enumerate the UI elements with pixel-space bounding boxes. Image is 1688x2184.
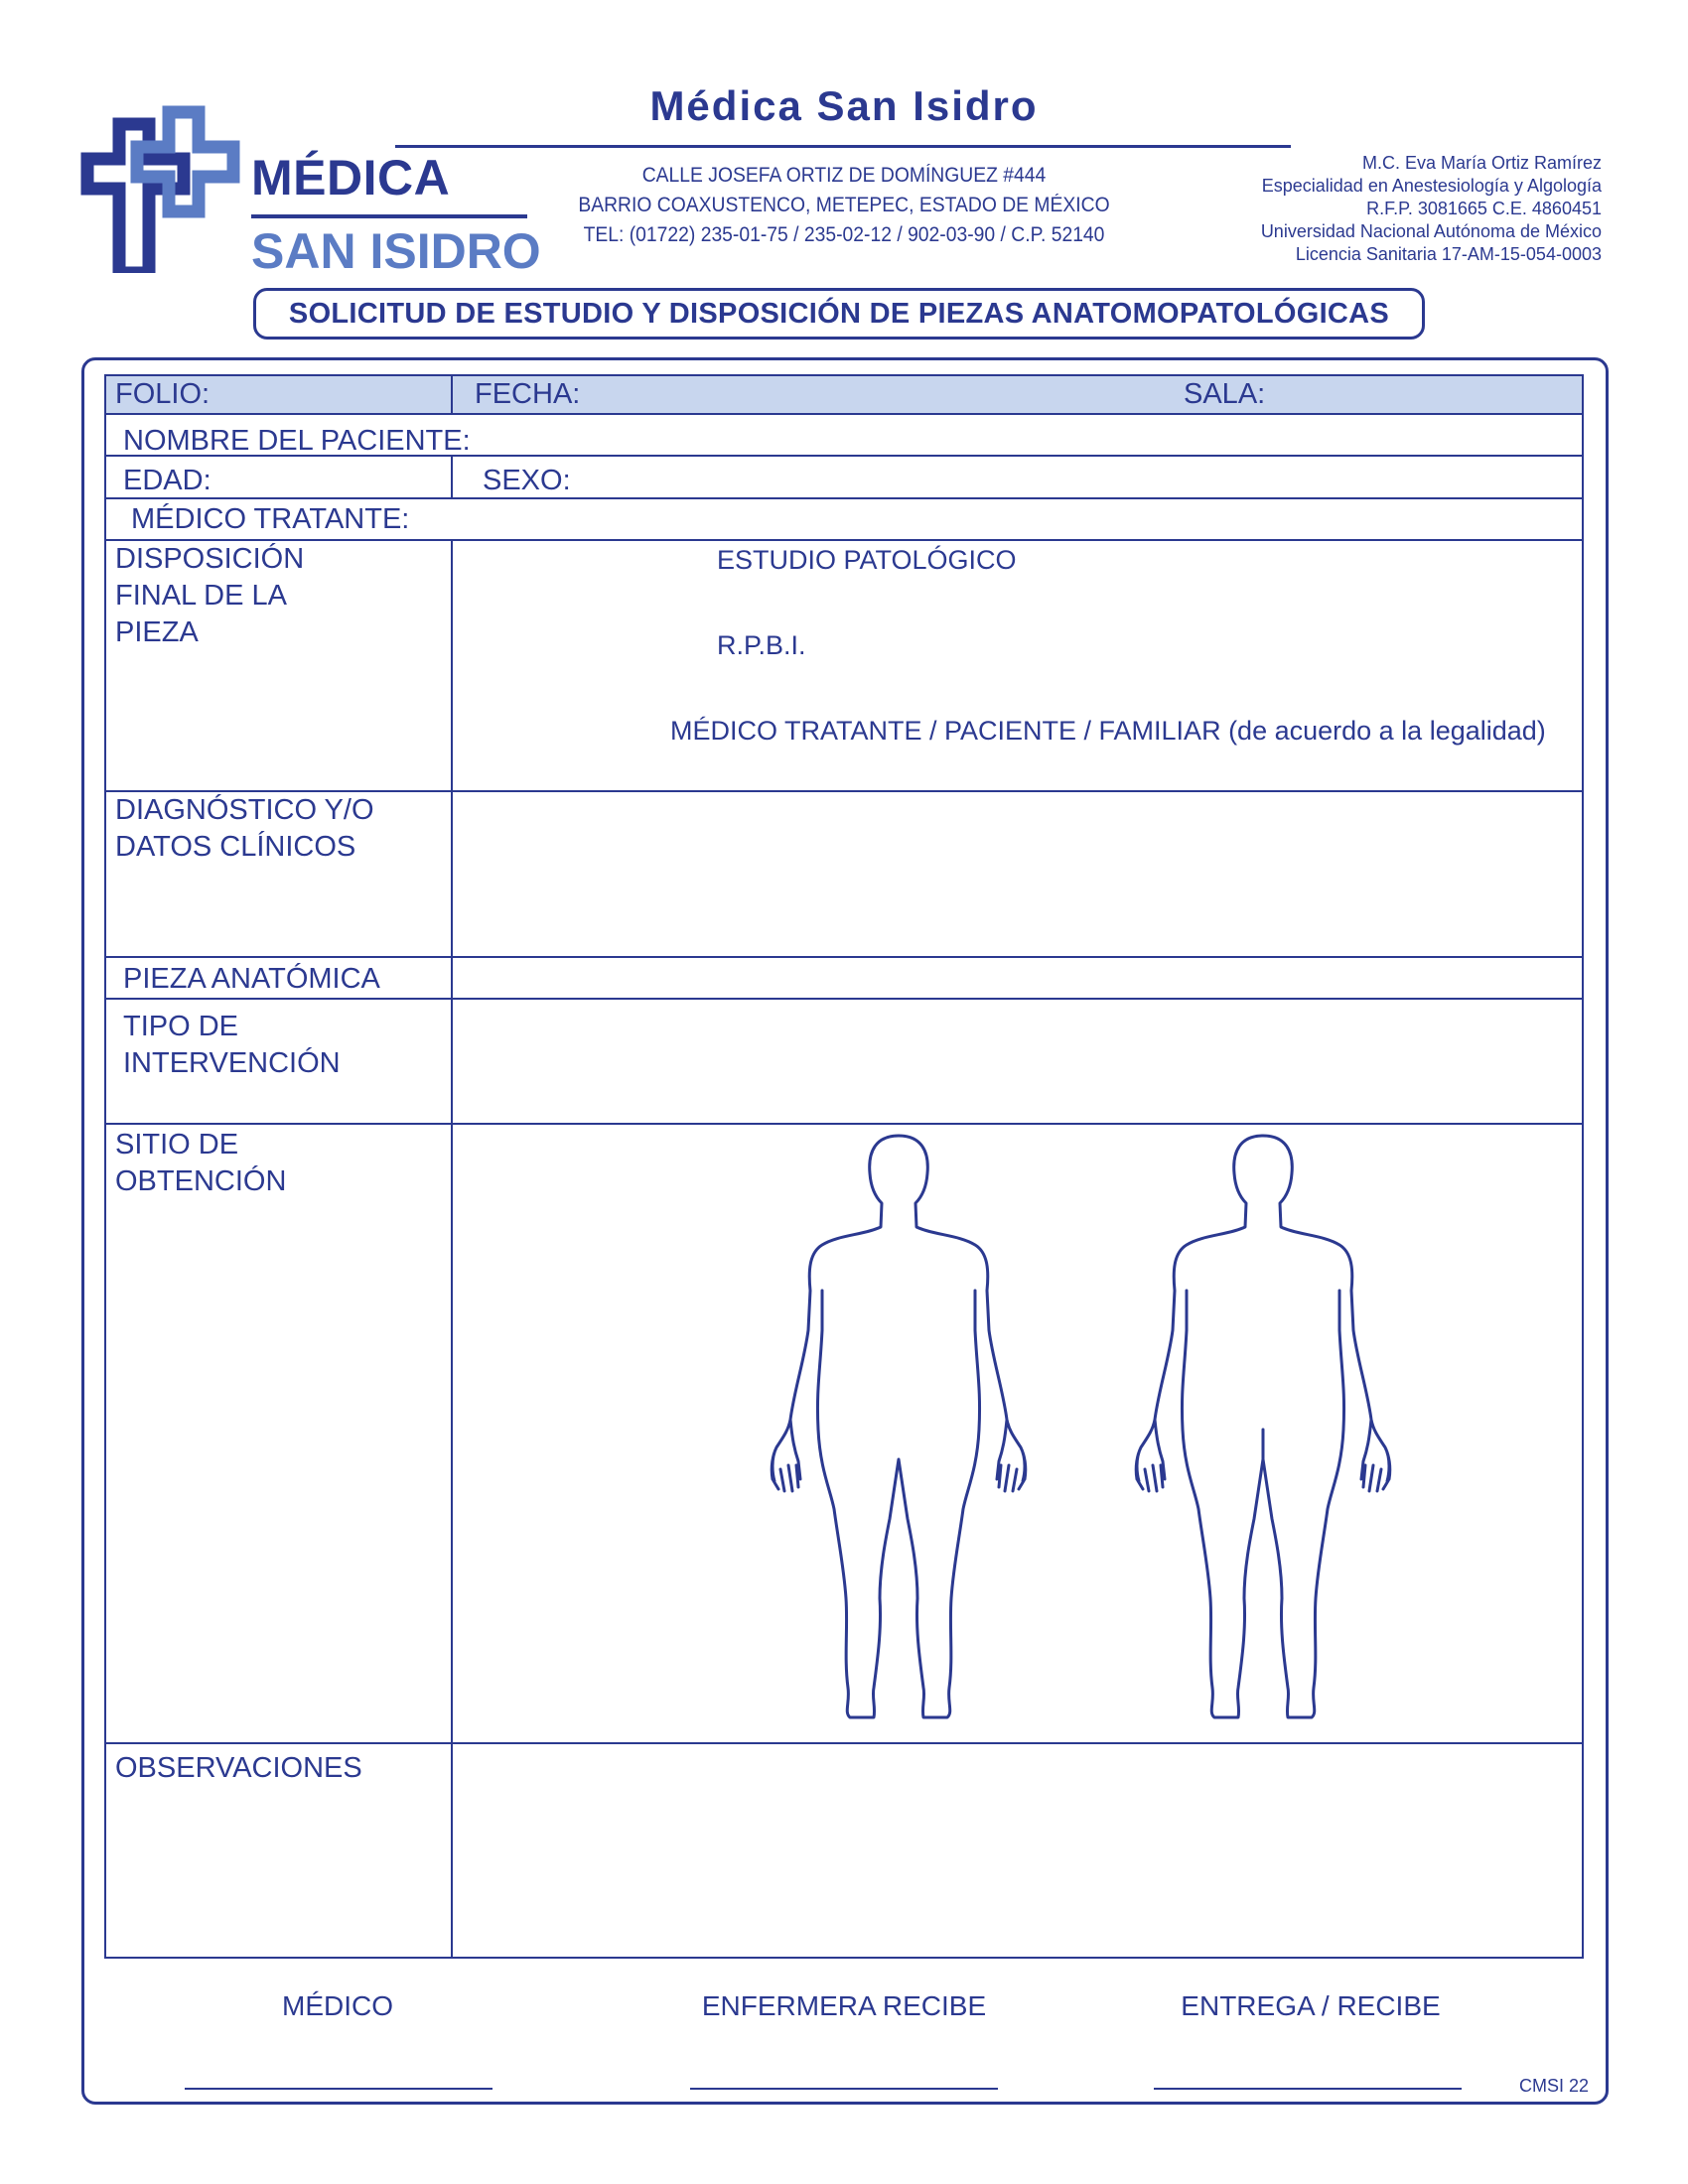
sex-label: SEXO: (483, 465, 571, 496)
address-line-3: TEL: (01722) 235-01-75 / 235-02-12 / 902-03-90 / C.P. 52140 (583, 223, 1105, 246)
intervention-label-2: INTERVENCIÓN (123, 1047, 341, 1079)
row-divider (104, 998, 1584, 1000)
form-title-banner: SOLICITUD DE ESTUDIO Y DISPOSICIÓN DE PIEZAS ANATOMOPATOLÓGICAS (253, 288, 1425, 340)
row-divider (104, 1123, 1584, 1125)
delivery-signature-label: ENTREGA / RECIBE (1181, 1990, 1441, 2021)
doctor-registration: R.F.P. 3081665 C.E. 4860451 (1366, 199, 1602, 218)
row-divider (104, 539, 1584, 541)
folio-label: FOLIO: (115, 378, 211, 410)
disposition-label-2: FINAL DE LA (115, 580, 287, 612)
body-front-icon (765, 1132, 1033, 1727)
col-divider (451, 374, 453, 414)
delivery-signature-line[interactable] (1154, 2088, 1462, 2090)
brand-name-line2: SAN ISIDRO (251, 223, 541, 279)
row-divider (104, 497, 1584, 499)
intervention-label-1: TIPO DE (123, 1011, 239, 1042)
option-doctor-patient-family: MÉDICO TRATANTE / PACIENTE / FAMILIAR (de acuerdo a la legalidad) (670, 716, 1546, 746)
patient-name-label: NOMBRE DEL PACIENTE: (123, 425, 471, 457)
sala-label: SALA: (1184, 378, 1266, 410)
diagnosis-label-1: DIAGNÓSTICO Y/O (115, 794, 374, 826)
brand-name-line1: MÉDICA (251, 150, 451, 205)
treating-doctor-label: MÉDICO TRATANTE: (131, 503, 410, 535)
page-title: Médica San Isidro (649, 82, 1039, 129)
col-divider (451, 455, 453, 498)
doctor-license: Licencia Sanitaria 17-AM-15-054-0003 (1295, 244, 1602, 264)
option-rpbi: R.P.B.I. (717, 630, 806, 660)
age-label: EDAD: (123, 465, 211, 496)
brand-divider (251, 214, 527, 218)
doctor-signature-label: MÉDICO (282, 1990, 393, 2021)
disposition-label-1: DISPOSICIÓN (115, 543, 305, 575)
form-code: CMSI 22 (1519, 2076, 1590, 2096)
doctor-signature-line[interactable] (185, 2088, 492, 2090)
doctor-name: M.C. Eva María Ortiz Ramírez (1361, 153, 1602, 173)
doctor-specialty: Especialidad en Anestesiología y Algología (1261, 176, 1602, 196)
title-underline (395, 145, 1291, 148)
col-divider (451, 539, 453, 1959)
disposition-label-3: PIEZA (115, 616, 199, 648)
row-divider (104, 413, 1584, 415)
row-divider (104, 1742, 1584, 1744)
row-divider (104, 956, 1584, 958)
body-back-icon (1129, 1132, 1397, 1727)
address-line-2: BARRIO COAXUSTENCO, METEPEC, ESTADO DE MÉXICO (578, 194, 1110, 216)
address-line-1: CALLE JOSEFA ORTIZ DE DOMÍNGUEZ #444 (641, 164, 1047, 187)
site-label-2: OBTENCIÓN (115, 1165, 287, 1197)
diagnosis-label-2: DATOS CLÍNICOS (115, 831, 356, 863)
anatomical-piece-label: PIEZA ANATÓMICA (123, 963, 380, 995)
option-pathology-study: ESTUDIO PATOLÓGICO (717, 545, 1017, 575)
cross-logo-icon (79, 104, 243, 273)
observations-label: OBSERVACIONES (115, 1752, 362, 1784)
nurse-signature-line[interactable] (690, 2088, 998, 2090)
doctor-university: Universidad Nacional Autónoma de México (1260, 221, 1602, 241)
site-label-1: SITIO DE (115, 1129, 239, 1160)
nurse-signature-label: ENFERMERA RECIBE (701, 1990, 987, 2021)
fecha-label: FECHA: (475, 378, 581, 410)
